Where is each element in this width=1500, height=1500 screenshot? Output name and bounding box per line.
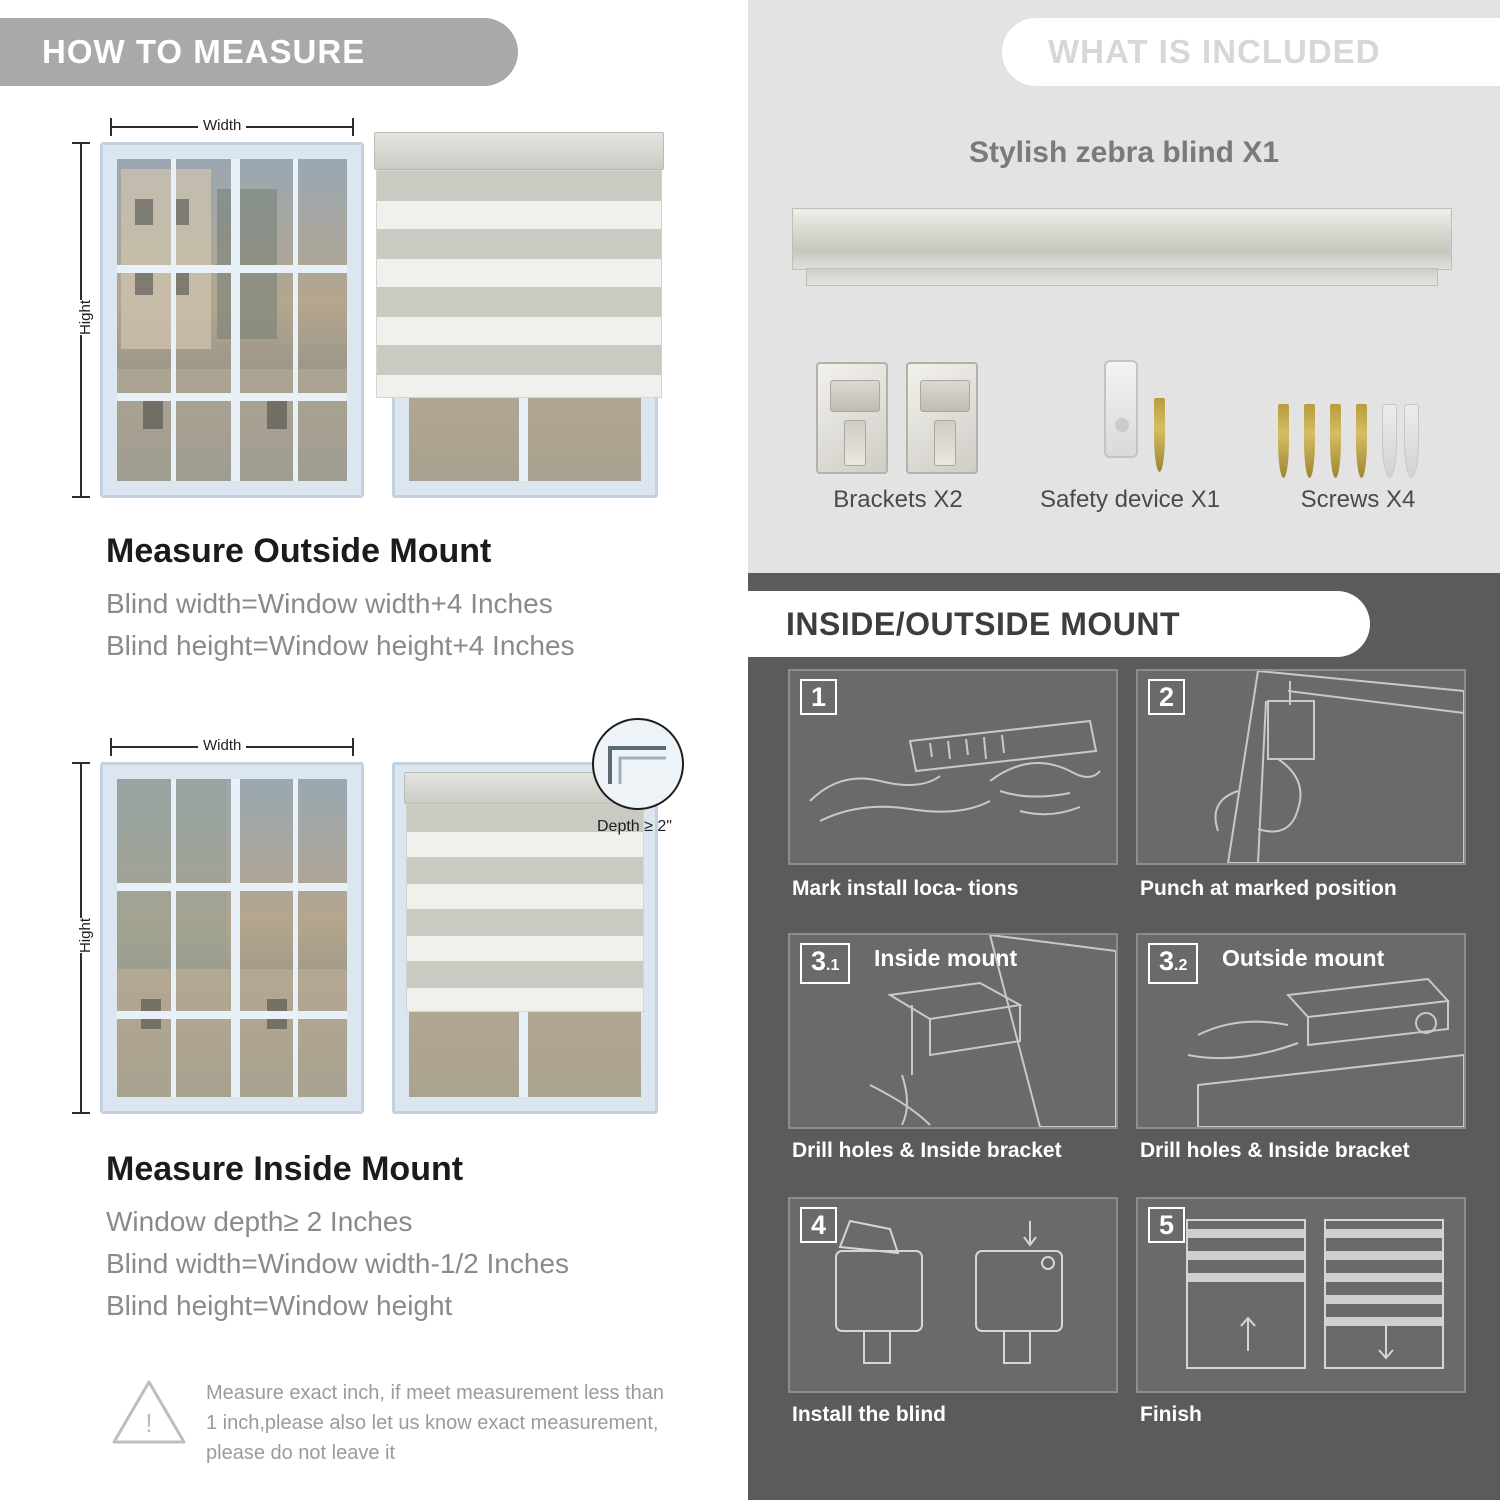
svg-text:!: !	[145, 1408, 153, 1438]
step-3-1-sketch	[790, 935, 1116, 1127]
inside-mount-line-2: Blind width=Window width-1/2 Inches	[106, 1248, 570, 1279]
inside-mount-line-1: Window depth≥ 2 Inches	[106, 1206, 413, 1237]
step-1-sketch	[790, 671, 1116, 863]
blind-headrail-outside	[374, 132, 664, 170]
window-mullion-h2	[117, 393, 347, 401]
outside-height-tick-bottom	[72, 496, 90, 498]
screws-label: Screws X4	[1300, 486, 1416, 513]
step-1-number: 1	[800, 679, 837, 715]
step-1-caption: Mark install loca- tions	[792, 877, 1019, 900]
inside-height-label: Hight	[72, 918, 99, 953]
step-3-1-inline-label: Inside mount	[874, 945, 1018, 971]
inside-outside-mount-title: INSIDE/OUTSIDE MOUNT	[786, 605, 1181, 642]
bracket-part-2	[906, 362, 978, 474]
measure-warning-text: Measure exact inch, if meet measurement less than 1 inch,please also let us know exact measurement, please do not leave it	[206, 1382, 664, 1464]
how-to-measure-title: HOW TO MEASURE	[42, 33, 366, 70]
inside-width-tick-right	[352, 738, 354, 756]
outside-height-label: Hight	[72, 300, 99, 335]
window-mullion-h3	[117, 883, 347, 891]
outside-mount-line-2: Blind height=Window height+4 Inches	[106, 630, 575, 661]
inside-height-tick-top	[72, 762, 90, 764]
window-mullion-vertical	[231, 159, 240, 481]
depth-note-label: Depth ≥ 2"	[597, 818, 672, 835]
window-mullion-vertical-3	[231, 779, 240, 1097]
step-2-number: 2	[1148, 679, 1185, 715]
wall-anchor-2	[1404, 404, 1419, 478]
inside-width-label: Width	[198, 737, 246, 754]
scene-tree	[217, 189, 277, 339]
window-outside-mount	[100, 142, 364, 498]
how-to-measure-panel	[0, 0, 740, 1500]
what-is-included-title: WHAT IS INCLUDED	[1048, 33, 1381, 70]
how-to-measure-banner	[0, 18, 518, 86]
inside-outside-mount-banner	[748, 591, 1370, 657]
screw-2	[1304, 404, 1315, 478]
step-3-1-image	[788, 933, 1118, 1129]
inside-width-tick-left	[110, 738, 112, 756]
window-inside-mount	[100, 762, 364, 1114]
outside-width-tick-left	[110, 118, 112, 136]
screw-1	[1278, 404, 1289, 478]
warning-icon	[110, 1376, 188, 1448]
outside-mount-line-1: Blind width=Window width+4 Inches	[106, 588, 553, 619]
window-mullion-h4	[117, 1011, 347, 1019]
window-mullion-h1	[117, 265, 347, 273]
depth-callout-circle	[588, 714, 688, 814]
inside-mount-title: Measure Inside Mount	[106, 1150, 464, 1188]
window-mullion-v4	[171, 779, 176, 1097]
safety-device-screw	[1154, 398, 1165, 472]
wall-anchor-1	[1382, 404, 1397, 478]
what-is-included-banner	[1002, 18, 1500, 86]
arrow-up-icon	[1238, 1313, 1258, 1353]
step-5-number: 5	[1148, 1207, 1185, 1243]
safety-device-part	[1104, 360, 1138, 458]
included-main-item-label: Stylish zebra blind X1	[968, 136, 1280, 169]
step-3-2-image	[1136, 933, 1466, 1129]
step-4-number: 4	[800, 1207, 837, 1243]
step-5-image	[1136, 1197, 1466, 1393]
scene-building-1	[121, 169, 211, 349]
arrow-down-icon	[1376, 1321, 1396, 1361]
scene-window-a	[135, 199, 153, 225]
scene-window-e	[143, 399, 163, 429]
inside-outside-mount-panel	[748, 573, 1500, 1500]
step-1-image	[788, 669, 1118, 865]
outside-height-tick-top	[72, 142, 90, 144]
brackets-label: Brackets X2	[833, 486, 963, 513]
measure-warning	[110, 1368, 730, 1478]
step-5-caption: Finish	[1140, 1403, 1202, 1426]
step-3-1-caption: Drill holes & Inside bracket	[792, 1139, 1062, 1162]
scene-window-f	[267, 399, 287, 429]
step-4-sketch	[790, 1199, 1116, 1391]
window-mullion-v3	[293, 159, 298, 481]
zebra-blind-headrail-product	[792, 208, 1452, 286]
screw-3	[1330, 404, 1341, 478]
finished-blind-left	[1186, 1219, 1306, 1369]
headrail-top	[792, 208, 1452, 270]
step-3-2-sketch	[1138, 935, 1464, 1127]
step-4-image	[788, 1197, 1118, 1393]
finished-blind-right	[1324, 1219, 1444, 1369]
outside-width-label: Width	[198, 117, 246, 134]
screw-4	[1356, 404, 1367, 478]
step-3-1-number: 3.1	[800, 943, 850, 984]
safety-device-label: Safety device X1	[1039, 486, 1221, 513]
step-4-caption: Install the blind	[792, 1403, 947, 1426]
blind-fabric-outside	[376, 170, 662, 398]
headrail-bottom	[806, 268, 1438, 286]
outside-width-tick-right	[352, 118, 354, 136]
step-2-caption: Punch at marked position	[1140, 877, 1397, 900]
step-2-sketch	[1138, 671, 1464, 863]
step-3-2-caption: Drill holes & Inside bracket	[1140, 1139, 1410, 1162]
step-2-image	[1136, 669, 1466, 865]
window-mullion-v5	[293, 779, 298, 1097]
outside-mount-title: Measure Outside Mount	[106, 532, 492, 570]
inside-mount-line-3: Blind height=Window height	[106, 1290, 453, 1321]
window-mullion-v2	[171, 159, 176, 481]
inside-height-tick-bottom	[72, 1112, 90, 1114]
step-3-2-inline-label: Outside mount	[1222, 945, 1385, 971]
bracket-part-1	[816, 362, 888, 474]
step-3-2-number: 3.2	[1148, 943, 1198, 984]
